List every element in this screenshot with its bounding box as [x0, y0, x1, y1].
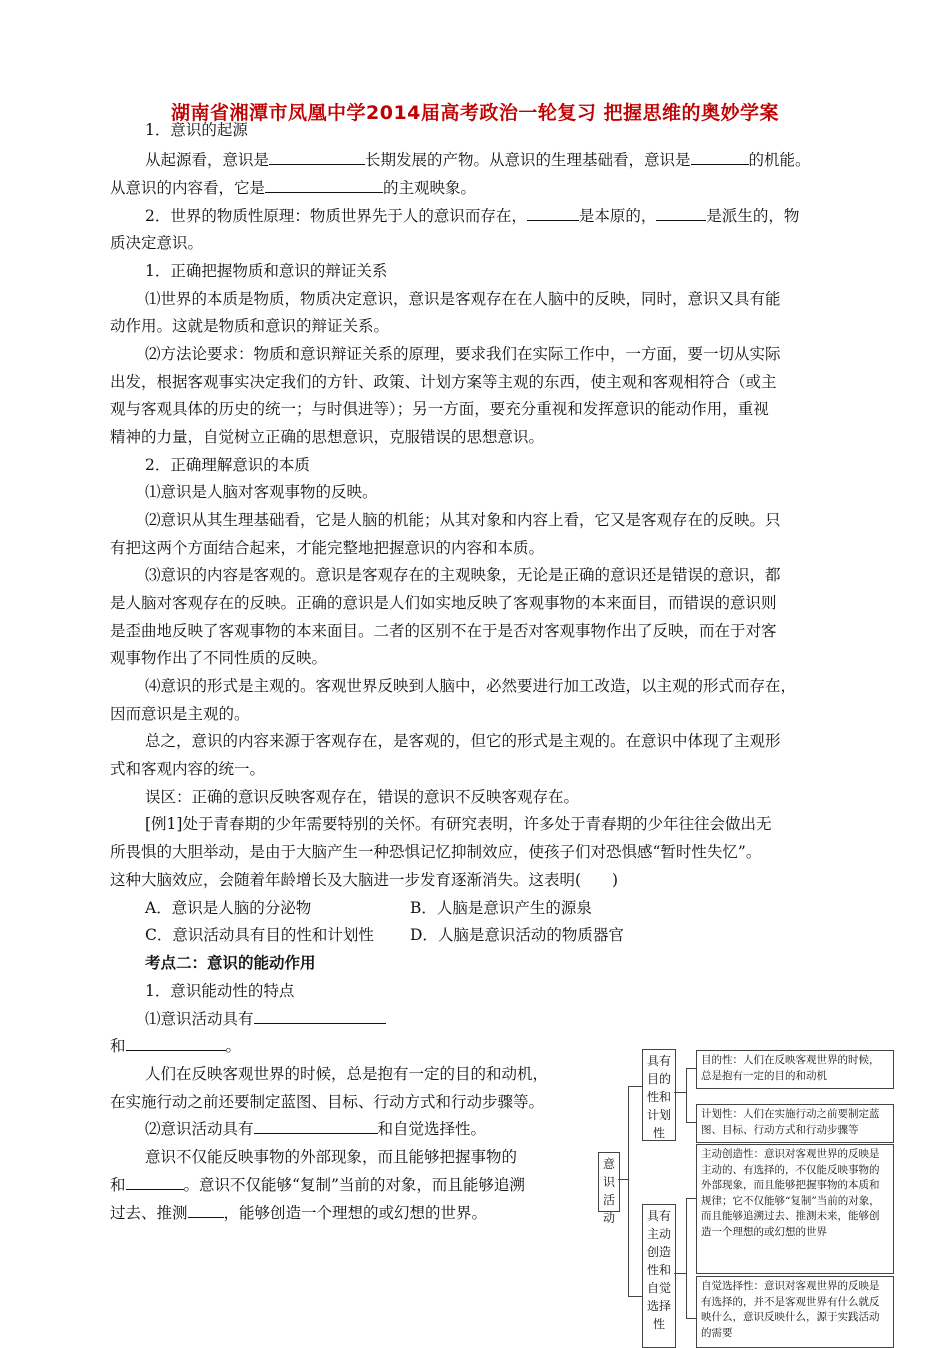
fill-blank[interactable] — [126, 1175, 184, 1190]
connector — [686, 1198, 696, 1199]
connector — [628, 1086, 629, 1296]
connector — [686, 1068, 687, 1122]
text-line: 出发，根据客观事实决定我们的方针、政策、计划方案等主观的东西，使主观和客观相符合（或主 — [110, 373, 777, 391]
fill-blank[interactable] — [691, 150, 749, 165]
text-line: 和 。意识不仅能够“复制”当前的对象，而且能够追溯 — [110, 1176, 525, 1194]
text-line: 在实施行动之前还要制定蓝图、目标、行动方式和行动步骤等。 — [110, 1093, 545, 1111]
fill-blank[interactable] — [188, 1203, 224, 1218]
fill-blank[interactable] — [527, 206, 579, 221]
text-line: 动作用。这就是物质和意识的辩证关系。 — [110, 317, 390, 335]
concept-diagram — [598, 1048, 898, 1344]
text-line: 是歪曲地反映了客观事物的本来面目。二者的区别不在于是否对客观事物作出了反映，而在于对客 — [110, 622, 777, 640]
fill-blank[interactable] — [126, 1036, 226, 1051]
question-text: 所畏惧的大胆举动，是由于大脑产生一种恐惧记忆抑制效应，使孩子们对恐惧感“暂时性失忆”。 — [110, 843, 762, 861]
text-line: 是人脑对客观存在的反映。正确的意识是人们如实地反映了客观事物的本来面目，而错误的意识则 — [110, 594, 777, 612]
connector — [674, 1273, 686, 1274]
fill-blank[interactable] — [254, 1119, 378, 1134]
section-heading: 考点二：意识的能动作用 — [145, 954, 316, 972]
question-text: [例1]处于青春期的少年需要特别的关怀。有研究表明，许多处于青春期的少年往往会做出无 — [145, 815, 772, 833]
text-line: ⑶意识的内容是客观的。意识是客观存在的主观映象，无论是正确的意识还是错误的意识，都 — [145, 566, 781, 584]
text-line: ⑵方法论要求：物质和意识辩证关系的原理，要求我们在实际工作中，一方面，要一切从实际 — [145, 345, 781, 363]
text-line: 和 。 — [110, 1037, 242, 1055]
text-line: ⑵意识从其生理基础看，它是人脑的机能；从其对象和内容上看，它又是客观存在的反映。只 — [145, 511, 781, 529]
text-line: 观事物作出了不同性质的反映。 — [110, 649, 328, 667]
text-line: 因而意识是主观的。 — [110, 705, 250, 723]
text-line: 误区：正确的意识反映客观存在，错误的意识不反映客观存在。 — [145, 788, 580, 806]
fill-blank[interactable] — [254, 1009, 386, 1024]
text-line: 观与客观具体的历史的统一；与时俱进等）；另一方面，要充分重视和发挥意识的能动作用，重视 — [110, 400, 769, 418]
option-d[interactable]: D．人脑是意识活动的物质器官 — [410, 926, 624, 944]
connector — [686, 1122, 696, 1123]
text-line: 有把这两个方面结合起来，才能完整地把握意识的内容和本质。 — [110, 539, 545, 557]
option-c[interactable]: C．意识活动具有目的性和计划性 — [145, 926, 374, 944]
text-line: ⑵意识活动具有 和自觉选择性。 — [145, 1120, 487, 1138]
text-line: 总之，意识的内容来源于客观存在，是客观的，但它的形式是主观的。在意识中体现了主观形 — [145, 732, 781, 750]
option-b[interactable]: B．人脑是意识产生的源泉 — [410, 899, 592, 917]
text-line: 过去、推测 ，能够创造一个理想的或幻想的世界。 — [110, 1204, 488, 1222]
fill-blank[interactable] — [656, 206, 706, 221]
text-line: ⑴意识是人脑对客观事物的反映。 — [145, 483, 378, 501]
diagram-branch-creative: 具有主动创造性和自觉选择性 — [642, 1204, 676, 1348]
text-line: 从起源看，意识是 长期发展的产物。从意识的生理基础看，意识是 的机能。 — [145, 151, 811, 169]
option-a[interactable]: A．意识是人脑的分泌物 — [145, 899, 312, 917]
text-line: 人们在反映客观世界的时候，总是抱有一定的目的和动机， — [145, 1065, 549, 1083]
diagram-root: 意识活动 — [598, 1152, 620, 1212]
text-line: 精神的力量，自觉树立正确的思想意识，克服错误的思想意识。 — [110, 428, 545, 446]
text-line: ⑴意识活动具有 — [145, 1009, 386, 1029]
connector — [686, 1198, 687, 1318]
diagram-item-selectivity: 自觉选择性：意识对客观世界的反映是有选择的，并不是客观世界有什么就反映什么，意识反映什么，源于实践活动的需要 — [696, 1276, 894, 1348]
text-line: 1．正确把握物质和意识的辩证关系 — [145, 262, 388, 280]
fill-blank[interactable] — [269, 150, 365, 165]
page-title: 湖南省湘潭市凤凰中学2014届高考政治一轮复习 把握思维的奥妙学案 — [171, 102, 779, 124]
text-line: 2．正确理解意识的本质 — [145, 456, 310, 474]
text-line: 质决定意识。 — [110, 234, 204, 252]
diagram-item-planning: 计划性：人们在实施行动之前要制定蓝图、目标、行动方式和行动步骤等 — [696, 1104, 894, 1143]
fill-blank[interactable] — [265, 178, 383, 193]
diagram-item-purposiveness: 目的性：人们在反映客观世界的时候，总是抱有一定的目的和动机 — [696, 1050, 894, 1089]
question-text: 这种大脑效应，会随着年龄增长及大脑进一步发育逐渐消失。这表明( ) — [110, 871, 619, 889]
text-line: ⑴世界的本质是物质，物质决定意识，意识是客观存在在人脑中的反映，同时，意识又具有能 — [145, 290, 781, 308]
text-line: 式和客观内容的统一。 — [110, 760, 266, 778]
text-line: 从意识的内容看，它是 的主观映象。 — [110, 179, 477, 197]
diagram-branch-purposive: 具有目的性和计划性 — [642, 1049, 676, 1141]
connector — [628, 1086, 642, 1087]
connector — [686, 1318, 696, 1319]
text-line: 1．意识能动性的特点 — [145, 982, 295, 1000]
connector — [618, 1179, 628, 1180]
diagram-item-creativity: 主动创造性：意识对客观世界的反映是主动的、有选择的，不仅能反映事物的外部现象，而且能够把握事物的本质和规律；它不仅能够“复制”当前的对象，而且能够追溯过去、推测未来，能够创造一个理想的或幻想的世界 — [696, 1144, 894, 1274]
text-line: 意识不仅能反映事物的外部现象，而且能够把握事物的 — [145, 1148, 518, 1166]
connector — [674, 1092, 686, 1093]
text-line: 2．世界的物质性原理：物质世界先于人的意识而存在， 是本原的， 是派生的，物 — [145, 207, 800, 225]
text-line: 1．意识的起源 — [145, 121, 248, 139]
text-line: ⑷意识的形式是主观的。客观世界反映到人脑中，必然要进行加工改造，以主观的形式而存在， — [145, 677, 797, 695]
connector — [686, 1068, 696, 1069]
connector — [628, 1296, 642, 1297]
